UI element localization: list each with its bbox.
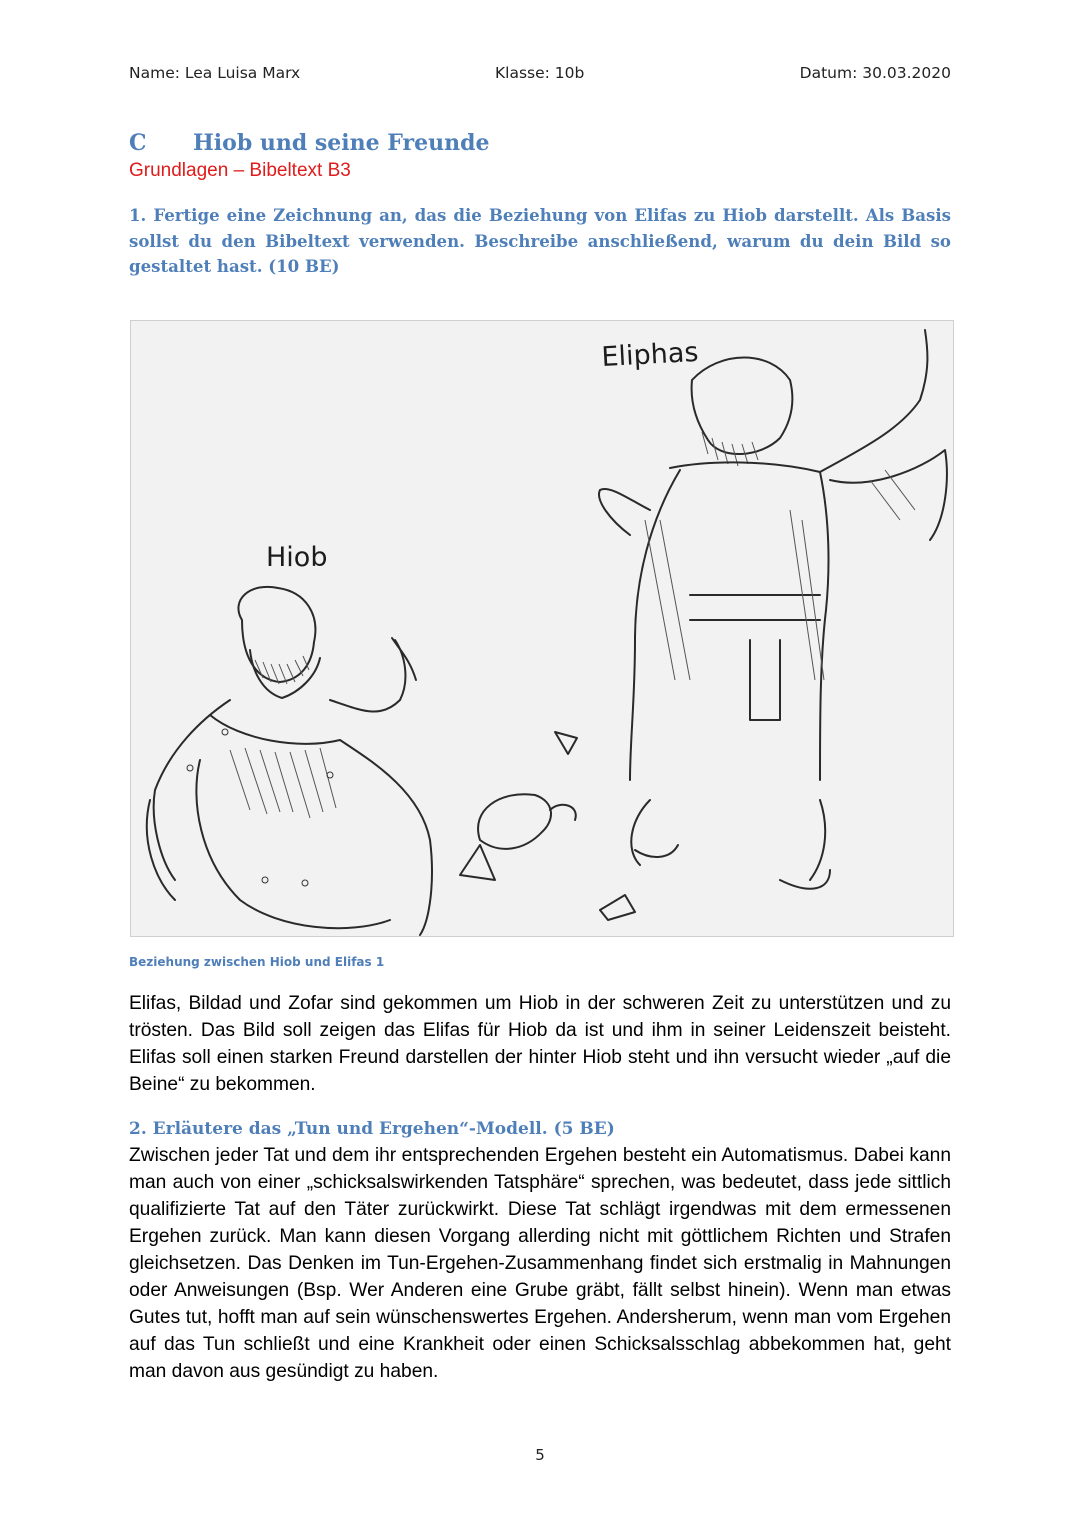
section-title: Hiob und seine Freunde: [193, 130, 490, 156]
section-letter: C: [129, 130, 147, 156]
page-header: [129, 64, 951, 88]
page-number: 5: [535, 1446, 545, 1464]
pencil-drawing: [130, 320, 954, 937]
answer-2-text: Zwischen jeder Tat und dem ihr entsprechenden Ergehen besteht ein Automatismus. Dabei kann man auch von einer „schicksalswirkenden Tatsphäre“ sprechen, was bedeutet, dass jede sittlich qualifizierte Tat auf den Täter zurückwirkt. Diese Tat schlägt irgendwas mit dem ermessenen Ergehen zurück. Man kann diesen Vorgang allerding nicht mit göttlichem Richten und Strafen gleichsetzen. Das Denken im Tun-Ergehen-Zusammenhang findet sich erstmalig in Mahnungen oder Anweisungen (Bsp. Wer Anderen eine Grube gräbt, fällt selbst hinein). Wenn man etwas Gutes tut, hofft man auf sein wünschenswertes Ergehen. Andersherum, wenn man vom Ergehen auf das Tun schließt und eine Krankheit oder einen Schicksalsschlag abbekommen hat, geht man davon aus gesündigt zu haben.: [129, 1145, 951, 1382]
task-1-prompt: 1. Fertige eine Zeichnung an, das die Beziehung von Elifas zu Hiob darstellt. Als Basis sollst du den Bibeltext verwenden. Beschreibe anschließend, warum du dein Bild so gestaltet hast. (10 BE): [129, 205, 951, 276]
section-subtitle: Grundlagen – Bibeltext B3: [129, 160, 351, 181]
date-label: Datum: 30.03.2020: [799, 64, 951, 82]
drawing-figure: [130, 320, 954, 937]
student-name: Name: Lea Luisa Marx: [129, 64, 301, 82]
answer-1-text: Elifas, Bildad und Zofar sind gekommen um Hiob in der schweren Zeit zu unterstützen und zu trösten. Das Bild soll zeigen das Elifas für Hiob da ist und ihm in seiner Leidenszeit beisteht. Elifas soll einen starken Freund darstellen der hinter Hiob steht und ihn versucht wieder „auf die Beine“ zu bekommen.: [129, 993, 951, 1095]
figure-caption: Beziehung zwischen Hiob und Elifas 1: [129, 955, 385, 969]
eliphas-label: Eliphas: [600, 336, 700, 373]
task-2-prompt: 2. Erläutere das „Tun und Ergehen“-Modell. (5 BE): [129, 1119, 615, 1139]
class-label: Klasse: 10b: [495, 64, 585, 82]
section-heading: [129, 130, 489, 156]
hiob-label: Hiob: [266, 542, 328, 573]
